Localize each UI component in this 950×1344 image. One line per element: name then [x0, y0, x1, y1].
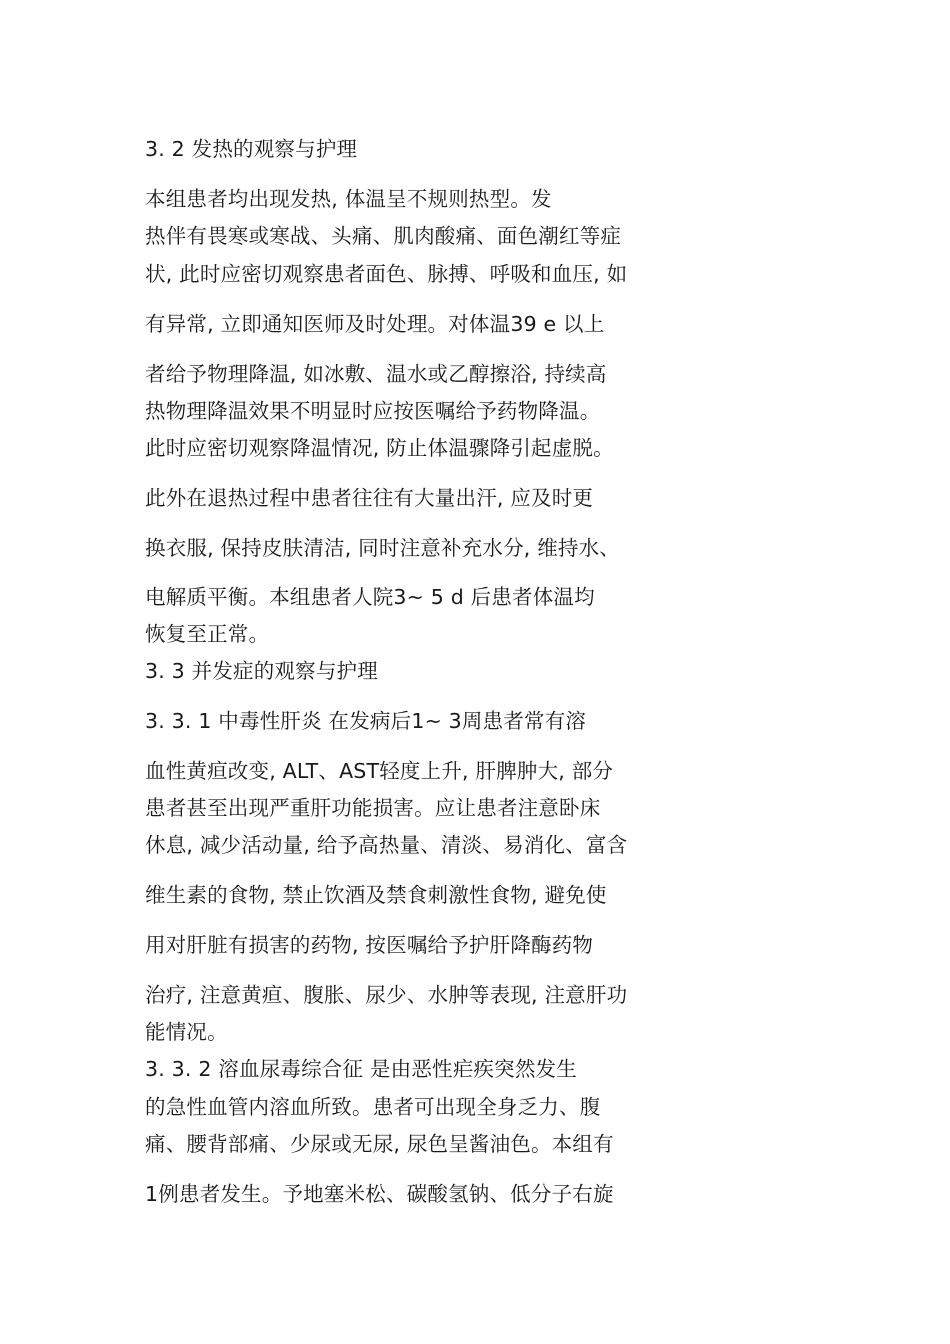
text-line: 患者甚至出现严重肝功能损害。应让患者注意卧床	[145, 796, 601, 820]
text-line: 热伴有畏寒或寒战、头痛、肌肉酸痛、面色潮红等症	[145, 224, 622, 248]
text-line: 血性黄疸改变, ALT、AST轻度上升, 肝脾肿大, 部分	[145, 759, 614, 783]
text-line: 恢复至正常。	[145, 622, 270, 646]
text-line: 此时应密切观察降温情况, 防止体温骤降引起虚脱。	[145, 436, 614, 460]
section-heading-3-3: 3. 3 并发症的观察与护理	[145, 659, 378, 683]
text-line: 此外在退热过程中患者往往有大量出汗, 应及时更	[145, 486, 594, 510]
text-line: 能情况。	[145, 1020, 228, 1044]
text-line: 电解质平衡。本组患者人院3~ 5 d 后患者体温均	[145, 585, 595, 609]
text-line: 痛、腰背部痛、少尿或无尿, 尿色呈酱油色。本组有	[145, 1132, 614, 1156]
text-line: 换衣服, 保持皮肤清洁, 同时注意补充水分, 维持水、	[145, 536, 620, 560]
text-line: 1例患者发生。予地塞米松、碳酸氢钠、低分子右旋	[145, 1182, 614, 1206]
text-line: 休息, 减少活动量, 给予高热量、清淡、易消化、富含	[145, 833, 628, 857]
text-line: 者给予物理降温, 如冰敷、温水或乙醇擦浴, 持续高	[145, 362, 607, 386]
text-line: 用对肝脏有损害的药物, 按医嘱给予护肝降酶药物	[145, 933, 594, 957]
subsection-heading-3-3-1: 3. 3. 1 中毒性肝炎 在发病后1~ 3周患者常有溶	[145, 709, 587, 733]
section-heading-3-2: 3. 2 发热的观察与护理	[145, 137, 358, 161]
text-line: 维生素的食物, 禁止饮酒及禁食刺激性食物, 避免使	[145, 883, 607, 907]
text-line: 状, 此时应密切观察患者面色、脉搏、呼吸和血压, 如	[145, 262, 628, 286]
text-line: 热物理降温效果不明显时应按医嘱给予药物降温。	[145, 399, 601, 423]
text-line: 本组患者均出现发热, 体温呈不规则热型。发	[145, 187, 552, 211]
text-line: 治疗, 注意黄疸、腹胀、尿少、水肿等表现, 注意肝功	[145, 983, 628, 1007]
text-line: 有异常, 立即通知医师及时处理。对体温39 e 以上	[145, 312, 605, 336]
text-line: 的急性血管内溶血所致。患者可出现全身乏力、腹	[145, 1095, 601, 1119]
subsection-heading-3-3-2: 3. 3. 2 溶血尿毒综合征 是由恶性疟疾突然发生	[145, 1057, 577, 1081]
